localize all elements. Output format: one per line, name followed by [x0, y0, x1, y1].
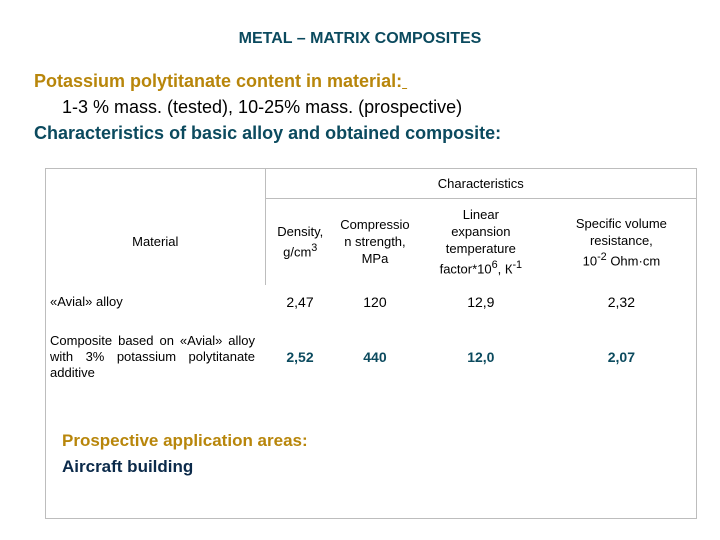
expansion-value: 12,0: [467, 348, 495, 365]
expansion-factor: factor*10: [439, 261, 492, 277]
expansion-value: 12,9: [467, 293, 495, 310]
density-header: [265, 199, 335, 285]
intro-line-percent: 1-3 % mass. (tested), 10-25% mass. (prospective): [62, 97, 463, 117]
density-value: 2,52: [286, 348, 314, 365]
characteristics-header: Characteristics: [265, 169, 696, 199]
prospect-value: Aircraft building: [62, 457, 194, 476]
table-spacer-cell: [265, 395, 696, 519]
expansion-header: [415, 199, 547, 285]
intro-content-label: Potassium polytitanate content in material:: [34, 71, 403, 91]
table-corner-cell: [46, 169, 266, 199]
intro-line-characteristics: Characteristics of basic alloy and obtained composite:: [34, 123, 502, 143]
resistance-line2: resistance,: [589, 232, 653, 248]
compression-value: 120: [363, 293, 387, 310]
density-unit-sup: 3: [311, 242, 318, 255]
expansion-sup2: -1: [512, 259, 523, 272]
compression-line3: MPa: [361, 251, 389, 267]
resistance-base: 10: [582, 252, 598, 268]
material-header: Material: [46, 199, 266, 285]
material-cell: «Avial» alloy: [46, 285, 266, 319]
intro-line-content: [34, 68, 501, 94]
density-unit: g/cm: [283, 244, 312, 260]
resistance-line1: Specific volume: [575, 215, 667, 231]
table-row: [46, 285, 697, 319]
prospect-label: Prospective application areas:: [62, 431, 308, 450]
expansion-unit: , К: [497, 261, 513, 277]
resistance-header: [547, 199, 697, 285]
expansion-line3: temperature: [445, 241, 516, 257]
resistance-unit: Ohm·cm: [606, 252, 661, 268]
resistance-value: 2,32: [547, 285, 697, 319]
table-row: [46, 319, 697, 395]
table-header-row-columns: [46, 199, 697, 285]
expansion-line1: Linear: [462, 207, 499, 223]
compression-value: 440: [363, 348, 387, 365]
intro-underline: [402, 71, 407, 91]
resistance-value: 2,07: [547, 319, 697, 395]
compression-header: [335, 199, 415, 285]
material-cell: Composite based on «Avial» alloy with 3% potassium polytitanate additive: [46, 319, 266, 395]
table-header-row-group: [46, 169, 697, 199]
expansion-line2: expansion: [451, 224, 511, 240]
page-title: METAL – MATRIX COMPOSITES: [238, 30, 482, 47]
intro-block: [34, 68, 501, 146]
resistance-sup: -2: [597, 250, 607, 263]
compression-line1: Compressio: [340, 217, 410, 233]
density-value: 2,47: [286, 293, 314, 310]
expansion-sup1: 6: [491, 259, 498, 272]
compression-line2: n strength,: [344, 234, 406, 250]
prospect-block: [62, 428, 308, 480]
density-label: Density,: [277, 224, 324, 240]
